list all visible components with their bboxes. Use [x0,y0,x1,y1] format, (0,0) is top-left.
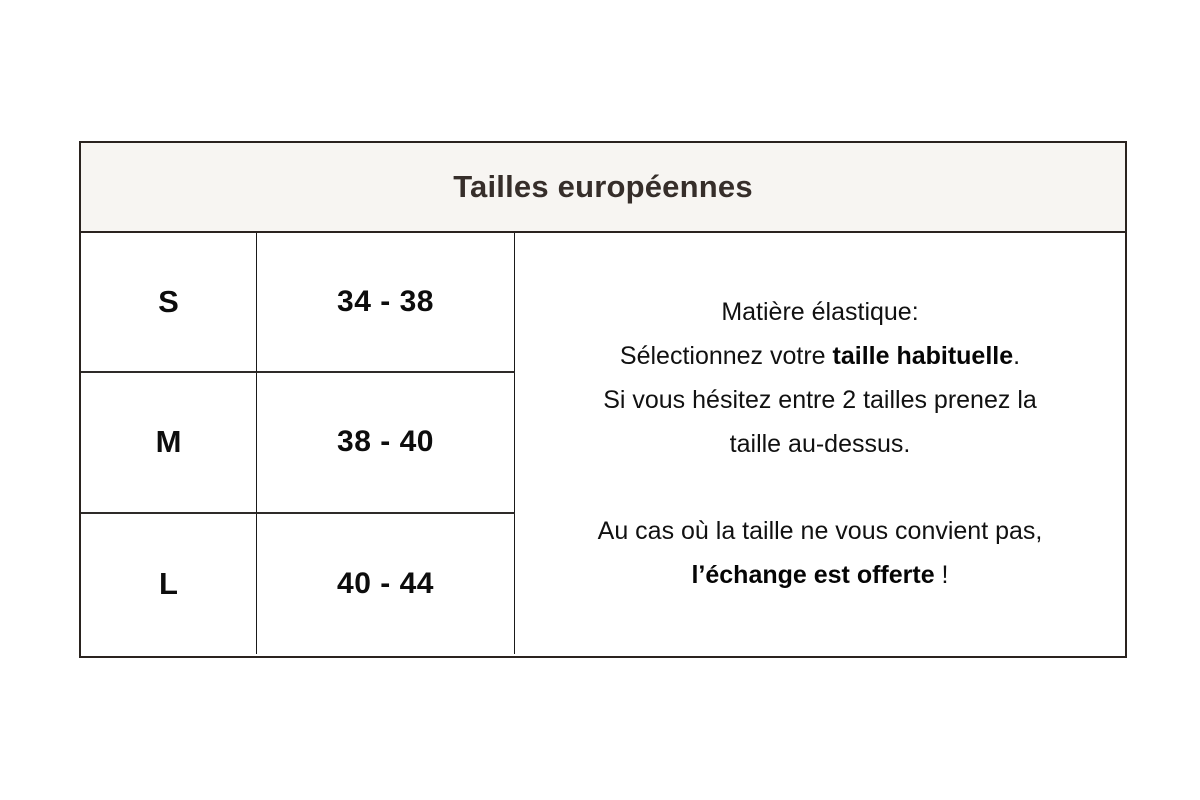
range-cell-s: 34 - 38 [257,233,515,373]
table-header [81,143,1125,233]
table-title: Tailles européennes [453,169,753,204]
range-cell-l: 40 - 44 [257,514,515,654]
info-line: Si vous hésitez entre 2 tailles prenez la [603,385,1037,414]
bold-usual-size: taille habituelle [832,341,1014,370]
table-body [81,233,1125,654]
info-line: Au cas où la taille ne vous convient pas, [597,516,1043,545]
info-paragraph-sizing [525,290,1115,466]
bold-free-exchange: l’échange est offerte [691,560,935,589]
info-line: l’échange est offerte ! [691,560,949,589]
size-cell-s: S [81,233,257,373]
info-line: Sélectionnez votre taille habituelle. [619,341,1021,370]
info-cell [515,233,1125,654]
size-cell-m: M [81,373,257,513]
info-paragraph-exchange [525,509,1115,597]
info-line: Matière élastique: [721,297,919,326]
range-cell-m: 38 - 40 [257,373,515,513]
info-line: taille au-dessus. [729,429,911,458]
size-chart-table [79,141,1127,658]
size-cell-l: L [81,514,257,654]
